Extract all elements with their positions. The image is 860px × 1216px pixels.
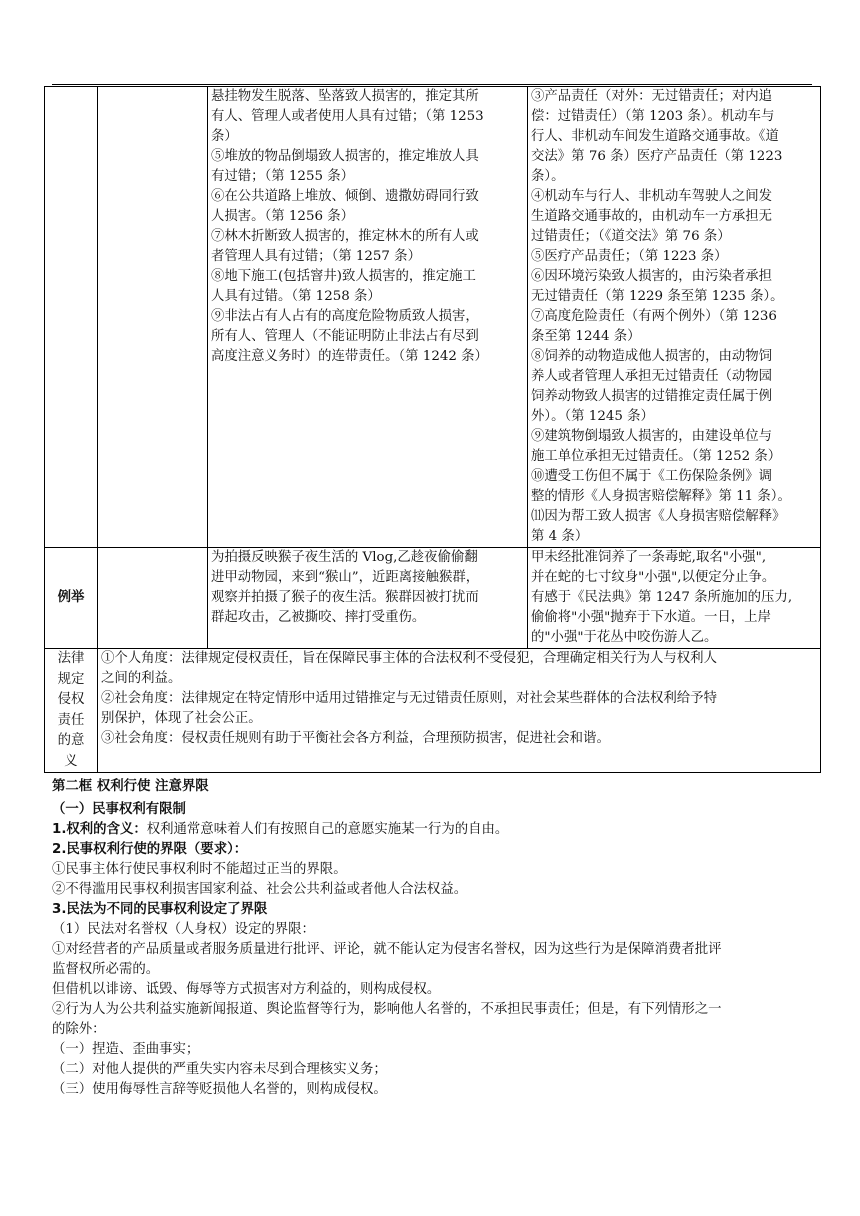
text-line: ⑨建筑物倒塌致人损害的，由建设单位与: [531, 429, 773, 444]
text-line: ③产品责任（对外：无过错责任；对内追: [531, 89, 773, 104]
example-cell-left: [208, 548, 528, 649]
label-line: 规定: [57, 671, 85, 687]
text-line: ⑾因为帮工致人损害《人身损害赔偿解释》: [531, 509, 786, 524]
text-line: ②社会角度：法律规定在特定情形中适用过错推定与无过错责任原则，对社会某些群体的合法权利给予特: [101, 691, 717, 706]
text-line: 饲养动物致人损害的过错推定责任属于例: [531, 389, 773, 404]
text-line: 无过错责任（第 1229 条至第 1235 条）。: [531, 289, 784, 304]
table-row: [45, 548, 821, 649]
text-line: 者管理人具有过错；（第 1257 条）: [211, 249, 421, 264]
liability-table: [44, 86, 821, 773]
text-line: 条）: [211, 129, 238, 144]
table-cell-empty: [45, 87, 98, 548]
text-line: 所有人、管理人（不能证明防止非法占有尽到: [211, 329, 479, 344]
table-cell-empty: [98, 87, 208, 548]
heading-civil-rights-limited: （一）民事权利有限制: [52, 802, 186, 817]
text-line: （1）民法对名誉权（人身权）设定的界限：: [52, 922, 315, 937]
text-line: 监督权所必需的。: [52, 962, 160, 977]
text-line: 外）。（第 1245 条）: [531, 409, 654, 424]
text-line: 整的情形《人身损害赔偿解释》第 11 条）。: [531, 489, 791, 504]
label-line: 法律: [57, 651, 85, 666]
significance-label-cell: [45, 649, 98, 773]
text-line: ②不得滥用民事权利损害国家利益、社会公共利益或者他人合法权益。: [52, 882, 468, 897]
section-rights-limits: [52, 777, 822, 1100]
table-cell-empty: [98, 548, 208, 649]
text-line: 群起攻击，乙被撕咬、摔打受重伤。: [211, 610, 426, 625]
text-line: 生道路交通事故的，由机动车一方承担无: [531, 209, 773, 224]
text-line: 有人、管理人或者使用人具有过错；（第 1253: [211, 109, 484, 124]
text-line: 行人、非机动车间发生道路交通事故。《道: [531, 129, 779, 144]
text-line: ⑩遭受工伤但不属于《工伤保险条例》调: [531, 469, 773, 484]
text-line: 施工单位承担无过错责任。（第 1252 条）: [531, 449, 782, 464]
text-line: ⑤医疗产品责任；（第 1223 条）: [531, 249, 728, 264]
text-line: 有过错；（第 1255 条）: [211, 169, 355, 184]
text-line: 的除外：: [52, 1022, 106, 1037]
table-row: [45, 87, 821, 548]
text-line: ③社会角度：侵权责任规则有助于平衡社会各方利益，合理预防损害，促进社会和谐。: [101, 731, 610, 746]
text-line: ④机动车与行人、非机动车驾驶人之间发: [531, 189, 773, 204]
text-line: 甲未经批准饲养了一条毒蛇,取名"小强",: [531, 550, 767, 565]
label-line: 的意: [57, 733, 85, 748]
table-row: [45, 649, 821, 773]
item-1-text: 权利通常意味着人们有按照自己的意愿实施某一行为的自由。: [146, 822, 509, 837]
text-line: （二）对他人提供的严重失实内容未尽到合理核实义务；: [52, 1062, 387, 1077]
text-line: 的"小强"于花丛中咬伤游人乙。: [531, 630, 718, 645]
text-line: 进甲动物园，来到“猴山”，近距离接触猴群，: [211, 570, 480, 585]
text-line: 条）。: [531, 169, 565, 184]
frame-title: 第二框 权利行使 注意界限: [52, 779, 209, 794]
text-line: 人具有过错。（第 1258 条）: [211, 289, 381, 304]
label-line: 责任: [57, 712, 85, 728]
item-2-label: 2.民事权利行使的界限（要求）：: [52, 842, 248, 857]
fault-presumption-cell: [208, 87, 528, 548]
text-line: 但借机以诽谤、诋毁、侮辱等方式损害对方利益的，则构成侵权。: [52, 982, 441, 997]
text-line: ⑥因环境污染致人损害的，由污染者承担: [531, 269, 773, 284]
text-line: 之间的利益。: [101, 671, 182, 686]
text-line: 偿：过错责任）（第 1203 条）。机动车与: [531, 109, 775, 124]
text-line: 过错责任；（《道交法》第 76 条）: [531, 229, 731, 244]
label-line: 侵权: [57, 692, 85, 707]
label-line: 义: [64, 753, 78, 769]
text-line: 观察并拍摄了猴子的夜生活。猴群因被打扰而: [211, 590, 479, 605]
text-line: 为拍摄反映猴子夜生活的 Vlog,乙趁夜偷偷翻: [211, 550, 478, 565]
text-line: 条至第 1244 条）: [531, 329, 641, 344]
text-line: ⑧饲养的动物造成他人损害的，由动物饲: [531, 349, 773, 364]
item-1: [52, 820, 822, 840]
text-line: 别保护，体现了社会公正。: [101, 711, 262, 726]
text-line: 第 4 条）: [531, 529, 589, 544]
item-3-label: 3.民法为不同的民事权利设定了界限: [52, 902, 268, 917]
text-line: ①个人角度：法律规定侵权责任，旨在保障民事主体的合法权利不受侵犯，合理确定相关行为人与权利人: [101, 651, 717, 666]
item-1-label: 1.权利的含义：: [52, 822, 147, 837]
text-line: ⑦高度危险责任（有两个例外）（第 1236: [531, 309, 777, 324]
example-label: 例举: [45, 548, 98, 649]
text-line: （三）使用侮辱性言辞等贬损他人名誉的，则构成侵权。: [52, 1082, 387, 1097]
text-line: （一）捏造、歪曲事实；: [52, 1042, 200, 1057]
no-fault-liability-cell: [528, 87, 821, 548]
text-line: ⑤堆放的物品倒塌致人损害的，推定堆放人具: [211, 149, 479, 164]
text-line: 交法》第 76 条）医疗产品责任（第 1223: [531, 149, 783, 164]
text-line: 有感于《民法典》第 1247 条所施加的压力,: [531, 590, 793, 605]
text-line: ⑨非法占有人占有的高度危险物质致人损害，: [211, 309, 479, 324]
significance-cell: [98, 649, 821, 773]
text-line: 偷偷将"小强"抛弃于下水道。一日，上岸: [531, 610, 771, 625]
text-line: 养人或者管理人承担无过错责任（动物园: [531, 369, 773, 384]
text-line: ⑦林木折断致人损害的，推定林木的所有人或: [211, 229, 479, 244]
text-line: 高度注意义务时）的连带责任。（第 1242 条）: [211, 349, 488, 364]
text-line: 并在蛇的七寸纹身"小强",以便定分止争。: [531, 570, 776, 585]
text-line: ②行为人为公共利益实施新闻报道、舆论监督等行为，影响他人名誉的，不承担民事责任；但是，有下列情形之一: [52, 1002, 722, 1017]
text-line: ①民事主体行使民事权利时不能超过正当的界限。: [52, 862, 347, 877]
top-rule: [52, 84, 812, 85]
text-line: ⑥在公共道路上堆放、倾倒、遗撒妨碍同行致: [211, 189, 479, 204]
text-line: 人损害。（第 1256 条）: [211, 209, 355, 224]
text-line: 悬挂物发生脱落、坠落致人损害的，推定其所: [211, 89, 479, 104]
text-line: ①对经营者的产品质量或者服务质量进行批评、评论，就不能认定为侵害名誉权，因为这些行为是保障消费者批评: [52, 942, 722, 957]
example-cell-right: [528, 548, 821, 649]
text-line: ⑧地下施工(包括窨井)致人损害的，推定施工: [211, 269, 476, 284]
